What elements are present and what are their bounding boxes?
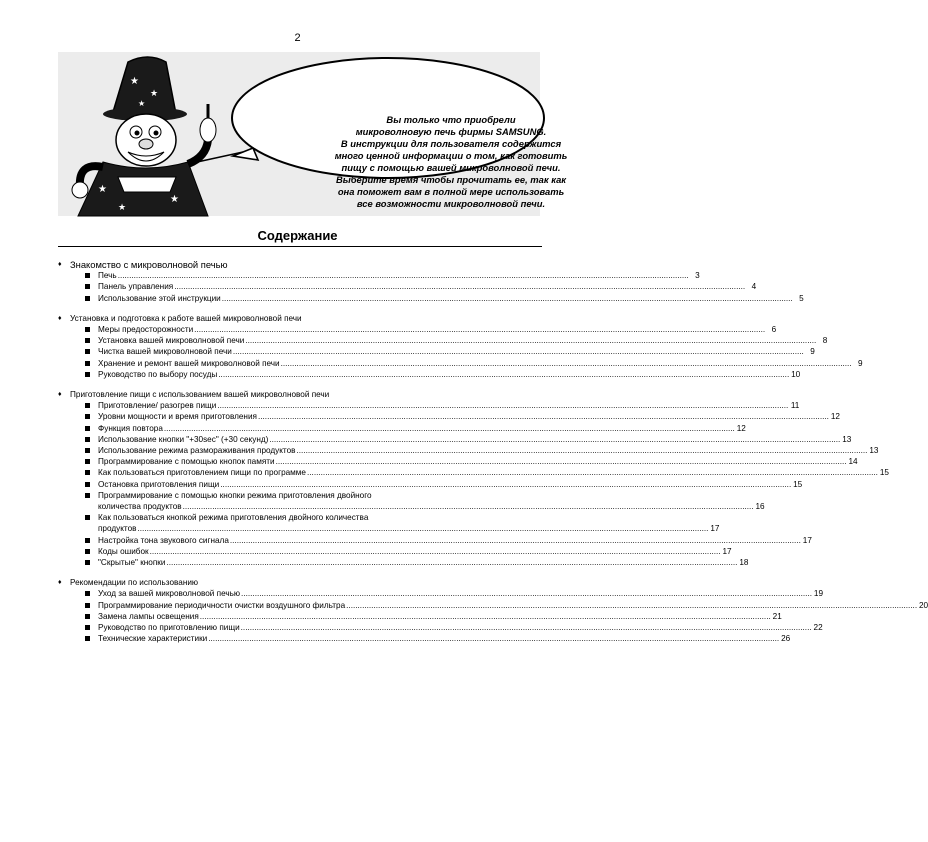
dot-leader	[166, 557, 737, 568]
square-bullet-icon	[85, 515, 90, 520]
toc-entry[interactable]	[58, 535, 812, 546]
dot-leader	[346, 600, 917, 611]
entry-page-number: 12	[736, 423, 746, 433]
entry-text: Использование этой инструкции	[98, 293, 221, 303]
toc-section	[58, 389, 889, 568]
dot-leader	[222, 293, 793, 304]
diamond-bullet-icon: ♦	[58, 261, 62, 268]
dot-leader	[150, 546, 721, 557]
entry-page-number: 8	[822, 336, 828, 346]
entry-text: Замена лампы освещения	[98, 611, 199, 621]
entry-page-number: 14	[848, 457, 858, 467]
entry-text-line: Как пользоваться кнопкой режима приготовления двойного количества	[98, 513, 369, 523]
entry-text: Как пользоваться приготовлением пищи по программе	[98, 468, 306, 478]
entry-page-number: 9	[810, 347, 815, 357]
square-bullet-icon	[85, 560, 90, 565]
toc-entry[interactable]	[58, 467, 889, 478]
section-heading-text: Приготовление пищи с использованием вашей микроволновой печи	[70, 390, 330, 400]
entry-page-number: 3	[695, 271, 700, 281]
entry-text: Коды ошибок	[98, 546, 149, 556]
dot-leader	[245, 335, 816, 346]
toc-entry[interactable]	[58, 281, 757, 292]
toc-entry[interactable]	[58, 411, 840, 422]
entry-text: Руководство по приготовлению пищи	[98, 623, 240, 633]
dot-leader	[137, 523, 708, 534]
square-bullet-icon	[85, 327, 90, 332]
entry-text: количества продуктов	[98, 502, 182, 512]
toc-entry[interactable]	[58, 633, 791, 644]
toc-entry[interactable]	[58, 324, 777, 335]
square-bullet-icon	[85, 625, 90, 630]
entry-page-number: 5	[799, 293, 804, 303]
table-of-contents	[58, 259, 928, 654]
speech-bubble-text	[316, 114, 586, 210]
diamond-bullet-icon: ♦	[58, 391, 62, 399]
toc-section	[58, 259, 804, 304]
toc-section	[58, 577, 928, 644]
dot-leader	[183, 501, 754, 512]
dot-leader	[269, 434, 840, 445]
entry-page-number: 11	[790, 401, 800, 411]
entry-page-number: 13	[842, 434, 852, 444]
square-bullet-icon	[85, 349, 90, 354]
square-bullet-icon	[85, 482, 90, 487]
entry-page-number: 15	[793, 479, 803, 489]
toc-entry[interactable]	[58, 588, 824, 599]
toc-entry[interactable]	[58, 293, 804, 304]
square-bullet-icon	[85, 361, 90, 366]
entry-text: Уход за вашей микроволновой печью	[98, 589, 241, 599]
entry-text: Технические характеристики	[98, 634, 208, 644]
toc-entry[interactable]	[58, 270, 700, 281]
entry-page-number: 4	[751, 282, 757, 292]
dot-leader	[208, 633, 779, 644]
toc-entry[interactable]	[58, 622, 823, 633]
entry-text: Настройка тона звукового сигнала	[98, 535, 229, 545]
toc-entry[interactable]	[58, 546, 732, 557]
toc-entry[interactable]	[58, 490, 765, 512]
toc-entry[interactable]	[58, 445, 879, 456]
toc-entry[interactable]	[58, 600, 928, 611]
bubble-line: В инструкции для пользователя содержится	[340, 138, 562, 149]
toc-entry[interactable]	[58, 512, 720, 534]
toc-section-heading[interactable]	[58, 259, 488, 270]
entry-page-number: 17	[802, 535, 812, 545]
entry-text: продуктов	[98, 524, 137, 534]
square-bullet-icon	[85, 591, 90, 596]
entry-page-number: 21	[772, 611, 782, 621]
entry-text: Использование режима размораживания продуктов	[98, 446, 296, 456]
dot-leader	[220, 479, 791, 490]
svg-text:★: ★	[150, 89, 159, 99]
svg-text:★: ★	[170, 194, 179, 205]
square-bullet-icon	[85, 403, 90, 408]
entry-text: Программирование периодичности очистки воздушного фильтра	[98, 600, 346, 610]
entry-text: Чистка вашей микроволновой печи	[98, 347, 232, 357]
square-bullet-icon	[85, 538, 90, 543]
square-bullet-icon	[85, 284, 90, 289]
entry-text: Меры предосторожности	[98, 325, 194, 335]
bubble-line: микроволновую печь фирмы SAMSUNG.	[355, 126, 547, 137]
bubble-line: пищу с помощью вашей микроволновой печи.	[341, 162, 561, 173]
toc-section-heading[interactable]	[58, 389, 488, 400]
entry-page-number: 15	[879, 468, 889, 478]
entry-text: Использование кнопки "+30sec" (+30 секунд)	[98, 434, 269, 444]
entry-page-number: 12	[830, 412, 840, 422]
entry-page-number: 22	[813, 623, 823, 633]
square-bullet-icon	[85, 459, 90, 464]
entry-page-number: 10	[791, 369, 801, 379]
toc-entry[interactable]	[58, 423, 746, 434]
svg-text:★: ★	[118, 203, 127, 213]
entry-text: Функция повтора	[98, 423, 163, 433]
dot-leader	[118, 270, 689, 281]
entry-text: Хранение и ремонт вашей микроволновой печи	[98, 358, 280, 368]
square-bullet-icon	[85, 614, 90, 619]
dot-leader	[174, 281, 745, 292]
dot-leader	[281, 358, 852, 369]
entry-text: Приготовление/ разогрев пищи	[98, 401, 217, 411]
bubble-line: она поможет вам в полной мере использовать	[337, 186, 565, 197]
diamond-bullet-icon: ♦	[58, 579, 62, 587]
square-bullet-icon	[85, 549, 90, 554]
toc-entry[interactable]	[58, 456, 858, 467]
page-number: 2	[294, 32, 301, 44]
entry-page-number: 9	[858, 358, 863, 368]
dot-leader	[218, 369, 789, 380]
entry-text: Программирование с помощью кнопок памяти	[98, 457, 275, 467]
entry-text: Уровни мощности и время приготовления	[98, 412, 257, 422]
dot-leader	[164, 423, 735, 434]
dot-leader	[200, 611, 771, 622]
square-bullet-icon	[85, 273, 90, 278]
square-bullet-icon	[85, 437, 90, 442]
bubble-line: много ценной информации о том, как готовить	[334, 150, 568, 161]
dot-leader	[230, 535, 801, 546]
svg-text:★: ★	[138, 99, 146, 108]
section-heading-text: Знакомство с микроволновой печью	[70, 259, 228, 270]
entry-text: Руководство по выбору посуды	[98, 369, 218, 379]
square-bullet-icon	[85, 636, 90, 641]
square-bullet-icon	[85, 448, 90, 453]
section-heading-text: Установка и подготовка к работе вашей микроволновой печи	[70, 313, 302, 323]
entry-text: Установка вашей микроволновой печи	[98, 336, 245, 346]
entry-page-number: 17	[710, 524, 720, 534]
entry-page-number: 20	[919, 600, 928, 610]
toc-entry[interactable]	[58, 400, 800, 411]
square-bullet-icon	[85, 470, 90, 475]
entry-text: Печь	[98, 271, 117, 281]
square-bullet-icon	[85, 296, 90, 301]
section-heading-text: Рекомендации по использованию	[70, 578, 199, 588]
toc-section	[58, 313, 863, 380]
square-bullet-icon	[85, 426, 90, 431]
toc-section-heading[interactable]	[58, 577, 488, 588]
toc-entry[interactable]	[58, 611, 782, 622]
dot-leader	[233, 346, 804, 357]
dot-leader	[217, 400, 788, 411]
diamond-bullet-icon: ♦	[58, 314, 62, 322]
bubble-line: Выберите время чтобы прочитать ее, так как	[335, 174, 567, 185]
entry-page-number: 26	[781, 634, 791, 644]
square-bullet-icon	[85, 338, 90, 343]
square-bullet-icon	[85, 603, 90, 608]
square-bullet-icon	[85, 414, 90, 419]
svg-text:★: ★	[130, 76, 139, 87]
entry-text: Остановка приготовления пищи	[98, 479, 220, 489]
dot-leader	[241, 622, 812, 633]
toc-entry[interactable]	[58, 346, 815, 357]
dot-leader	[194, 324, 765, 335]
entry-page-number: 19	[813, 589, 824, 599]
entry-page-number: 18	[739, 558, 749, 568]
svg-text:★: ★	[98, 184, 107, 195]
dot-leader	[241, 588, 812, 599]
entry-page-number: 17	[722, 546, 732, 556]
dot-leader	[258, 411, 829, 422]
toc-section-heading[interactable]	[58, 313, 488, 324]
bubble-line: Вы только что приобрели	[386, 114, 516, 125]
toc-entry[interactable]	[58, 358, 863, 369]
toc-entry[interactable]	[58, 557, 749, 568]
square-bullet-icon	[85, 372, 90, 377]
entry-page-number: 6	[771, 325, 777, 335]
dot-leader	[276, 456, 847, 467]
toc-entry[interactable]	[58, 369, 801, 380]
entry-text: Панель управления	[98, 282, 174, 292]
dot-leader	[297, 445, 868, 456]
bubble-line: все возможности микроволновой печи.	[356, 198, 546, 209]
entry-text: "Скрытые" кнопки	[98, 558, 166, 568]
intro-banner	[58, 52, 568, 216]
title-divider	[58, 246, 542, 247]
entry-page-number: 16	[755, 502, 765, 512]
toc-title: Содержание	[257, 228, 338, 243]
entry-text-line: Программирование с помощью кнопки режима приготовления двойного	[98, 490, 372, 500]
toc-entry[interactable]	[58, 479, 803, 490]
toc-entry[interactable]	[58, 434, 852, 445]
toc-entry[interactable]	[58, 335, 828, 346]
entry-page-number: 13	[869, 446, 879, 456]
square-bullet-icon	[85, 493, 90, 498]
dot-leader	[307, 467, 878, 478]
